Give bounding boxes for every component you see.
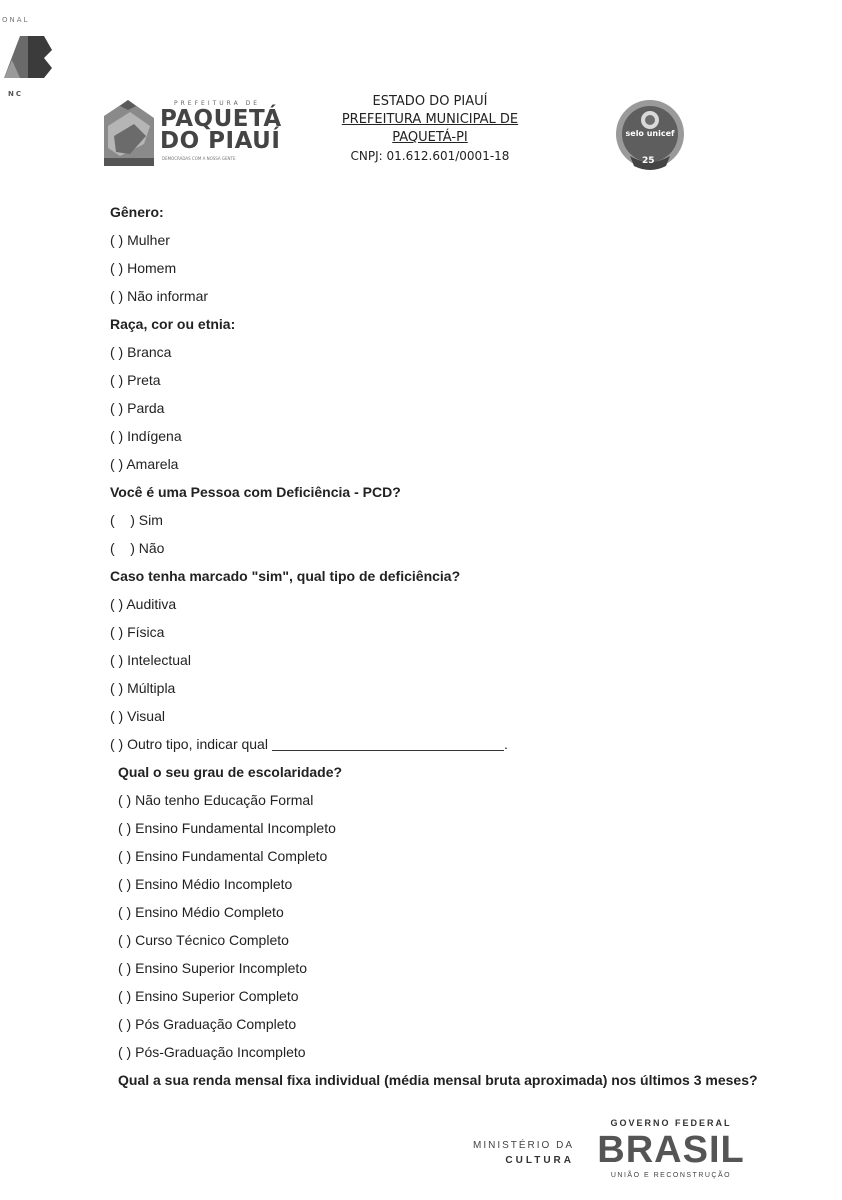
corner-logo-mark [4, 30, 56, 86]
option-pos-incompleto[interactable]: ( ) Pós-Graduação Incompleto [118, 1044, 306, 1060]
question-genero: Gênero: [110, 204, 164, 220]
header-prefeitura: PREFEITURA MUNICIPAL DE [341, 112, 519, 127]
option-medio-incompleto[interactable]: ( ) Ensino Médio Incompleto [118, 876, 293, 892]
option-sem-educacao[interactable]: ( ) Não tenho Educação Formal [118, 792, 314, 808]
ministerio-line2: CULTURA [505, 1155, 574, 1166]
header-cnpj: CNPJ: 01.612.601/0001-18 [350, 149, 510, 163]
question-deficiencia: Caso tenha marcado "sim", qual tipo de deficiência? [110, 568, 461, 584]
seal-text: selo unicef [625, 129, 675, 138]
option-visual[interactable]: ( ) Visual [110, 708, 165, 724]
option-auditiva[interactable]: ( ) Auditiva [110, 596, 177, 612]
option-amarela[interactable]: ( ) Amarela [110, 456, 179, 472]
option-pos-completo[interactable]: ( ) Pós Graduação Completo [118, 1016, 297, 1032]
governo-federal-text: GOVERNO FEDERAL [610, 1118, 732, 1128]
logo-prefix: PREFEITURA DE [174, 100, 260, 107]
brasil-wordmark: BRASIL [597, 1129, 745, 1171]
option-fund-incompleto[interactable]: ( ) Ensino Fundamental Incompleto [118, 820, 336, 836]
option-nao[interactable]: ( ) Não [110, 540, 165, 556]
option-fund-completo[interactable]: ( ) Ensino Fundamental Completo [118, 848, 328, 864]
corner-top-text: ONAL [2, 16, 30, 24]
logo-slogan: DEMOCRADAS COM A NOSSA GENTE [162, 156, 236, 161]
header-title-block [300, 93, 560, 165]
option-outro-tipo[interactable] [110, 730, 790, 758]
option-medio-completo[interactable]: ( ) Ensino Médio Completo [118, 904, 284, 920]
option-fisica[interactable]: ( ) Física [110, 624, 165, 640]
seal-number: 25 [642, 156, 655, 166]
option-superior-incompleto[interactable]: ( ) Ensino Superior Incompleto [118, 960, 308, 976]
option-nao-informar[interactable]: ( ) Não informar [110, 288, 209, 304]
option-intelectual[interactable]: ( ) Intelectual [110, 652, 191, 668]
option-sim[interactable]: ( ) Sim [110, 512, 163, 528]
outro-suffix: . [503, 736, 508, 752]
option-multipla[interactable]: ( ) Múltipla [110, 680, 176, 696]
question-raca: Raça, cor ou etnia: [110, 316, 236, 332]
uniao-reconstrucao-text: UNIÃO E RECONSTRUÇÃO [610, 1172, 732, 1179]
ministerio-line1: MINISTÉRIO DA [472, 1140, 574, 1151]
question-renda: Qual a sua renda mensal fixa individual (média mensal bruta aproximada) nos últimos 3 meses? [118, 1072, 758, 1088]
ministerio-cultura-logo [470, 1140, 574, 1166]
logo-line2: DO PIAUÍ [160, 128, 281, 154]
option-parda[interactable]: ( ) Parda [110, 400, 165, 416]
paqueta-emblem [100, 96, 158, 170]
option-superior-completo[interactable]: ( ) Ensino Superior Completo [118, 988, 299, 1004]
governo-federal-logo [596, 1118, 746, 1179]
outro-tipo-field[interactable] [272, 736, 504, 751]
header-city: PAQUETÁ-PI [392, 130, 468, 145]
option-branca[interactable]: ( ) Branca [110, 344, 172, 360]
header-state: ESTADO DO PIAUÍ [372, 94, 488, 109]
corner-logo [0, 10, 70, 100]
option-indigena[interactable]: ( ) Indígena [110, 428, 182, 444]
option-tecnico-completo[interactable]: ( ) Curso Técnico Completo [118, 932, 289, 948]
question-escolaridade: Qual o seu grau de escolaridade? [118, 764, 343, 780]
option-mulher[interactable]: ( ) Mulher [110, 232, 170, 248]
logo-line1: PAQUETÁ [160, 106, 282, 132]
option-preta[interactable]: ( ) Preta [110, 372, 161, 388]
survey-form [110, 198, 790, 1094]
unicef-seal [610, 96, 690, 176]
option-outro-label: ( ) Outro tipo, indicar qual [110, 736, 268, 752]
option-homem[interactable]: ( ) Homem [110, 260, 177, 276]
corner-bottom-text: NC [8, 90, 23, 98]
paqueta-logo [100, 92, 282, 172]
question-pcd: Você é uma Pessoa com Deficiência - PCD? [110, 484, 401, 500]
